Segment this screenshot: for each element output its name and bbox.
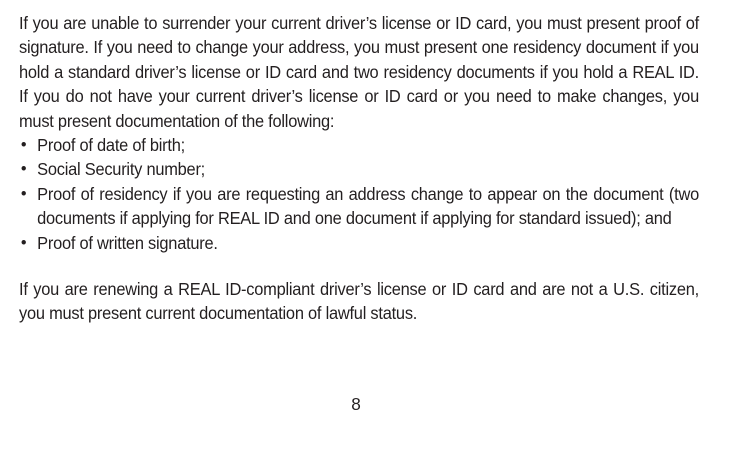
- bullet-icon: •: [20, 183, 27, 203]
- list-item-text: Proof of written signature.: [37, 232, 218, 253]
- list-item: [19, 231, 699, 255]
- requirements-list: [19, 133, 699, 255]
- list-item-text: Proof of residency if you are requesting an address change to appear on the document (two documents if applying for REAL ID and one document if applying for standard issued); and: [37, 183, 699, 229]
- renewal-paragraph: If you are renewing a REAL ID-compliant driver’s license or ID card and are not a U.S. citizen, you must present current documentation of lawful status.: [19, 279, 699, 324]
- bullet-icon: •: [20, 159, 27, 179]
- list-item-text: Proof of date of birth;: [37, 135, 185, 156]
- intro-paragraph: If you are unable to surrender your current driver’s license or ID card, you must present proof of signature. If you need to change your address, you must present one residency document if you hold a standard driver’s license or ID card and two residency documents if you hold a REAL ID. If you do not have your current driver’s license or ID card or you need to make changes, you must present documentation of the following:: [19, 13, 699, 131]
- list-item: [19, 133, 699, 157]
- list-item: [19, 182, 699, 231]
- document-page: [19, 11, 699, 326]
- list-item-text: Social Security number;: [37, 159, 206, 180]
- page-number: 8: [351, 394, 361, 414]
- bullet-icon: •: [20, 232, 27, 252]
- list-item: [19, 157, 699, 181]
- bullet-icon: •: [20, 135, 27, 155]
